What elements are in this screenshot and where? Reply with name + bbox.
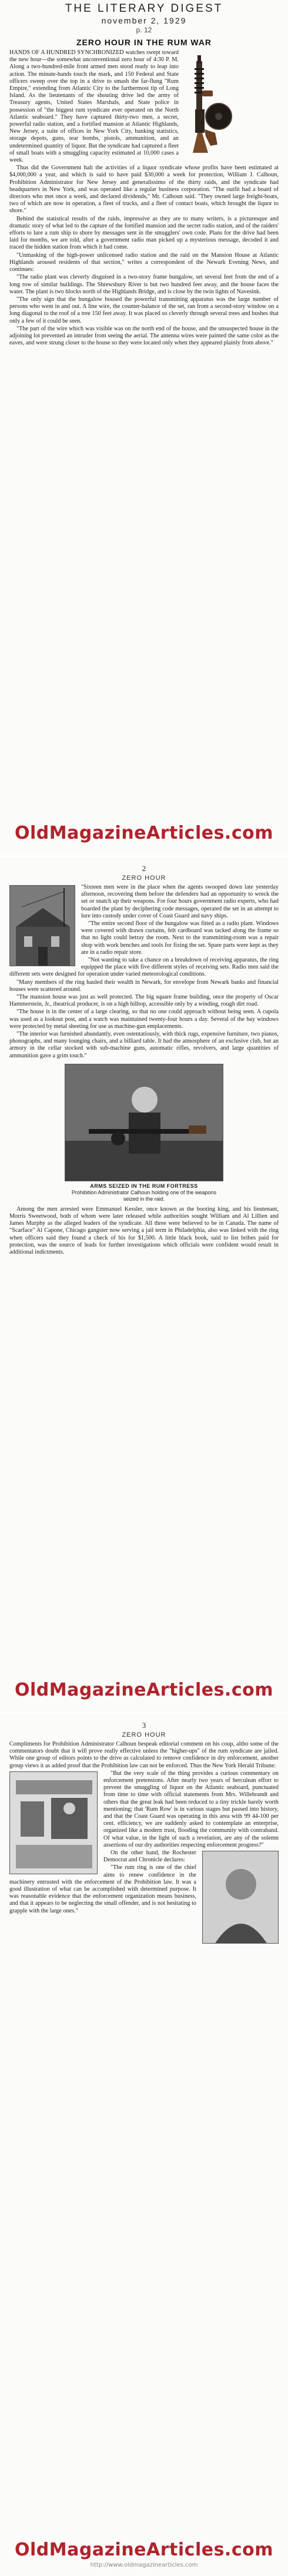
- running-head: ZERO HOUR: [122, 1731, 166, 1738]
- paragraph: Compliments for Prohibition Administrator Calhoun bespeak editorial comment on his coup, altho some of the commentators doubt that it will prove really effective unless the "higher-ups" of the rum syndicate are jailed. While one group of editors points to the drive as calculated to remove confidence in dry enforcement, another group views it as added proof that the Prohibition law can not be enforced. Thus the New York Herald Tribune:: [9, 1741, 279, 1769]
- cartoon-illustration: [9, 1771, 98, 1874]
- paragraph: On the other hand, the Rochester Democrat and Chronicle declares:: [103, 1850, 196, 1864]
- paragraph: "Unmasking of the high-power unlicensed radio station and the raid on the Mansion House at Atlantic Highlands aroused residents of that section," writes a correspondent of the Newark Evening News, and continues:: [9, 252, 279, 273]
- watermark-logo: OldMagazineArticles.com: [15, 1680, 273, 1700]
- paragraph: "The mansion house was just as well protected. The big square frame building, once the property of Oscar Hammerstein, Jr., theatrical producer, is on a high hilltop, accessible only by a winding, rough dirt road.: [9, 994, 279, 1008]
- radio-station-photo-block: [9, 885, 75, 966]
- masthead: [0, 0, 288, 34]
- page-marker: 3: [142, 1721, 146, 1730]
- paragraph: "The interior was furnished abundantly, even ostentatiously, with thick rugs, expensive furniture, two pianos, phonographs, and many lounging chairs, and a billiard table. It had the atmosphere of an exclusive club, but an armory in the cellar stocked with sub-machine guns, automatic rifles, revolvers, and large quantities of ammunition gave a grim touch.": [9, 1031, 279, 1059]
- paragraph: Behind the statistical results of the raids, impressive as they are to many writers, is a picturesque and dramatic story of what led to the capture of the fortified mansion and the secret radio station, and of the raiders' efforts to lure a rum ship to shore by messages sent in the smugglers' own code. Plans for the drive had been laid for months, we are told, after a government radio man picked up a mysterious message, decoded it and traced the hidden station from which it had come.: [9, 215, 279, 251]
- radio-station-photo: [9, 885, 75, 966]
- paragraph: "The radio plant was cleverly disguised in a two-story frame bungalow, set several feet from the end of a long row of similar buildings. The Shrewsbury River is but two hundred feet away, and the house faces the water. The plant is two blocks north of the Highlands Bridge, and is close by the twin lights of Navesink.: [9, 274, 279, 295]
- article-page-2: [0, 857, 288, 1712]
- caption-title: ARMS SEIZED IN THE RUM FORTRESS: [90, 1183, 198, 1189]
- photo-caption: [65, 1183, 223, 1202]
- article-page-3: [0, 1714, 288, 2576]
- paragraph: "The part of the wire which was visible was on the north end of the house, and the unsuspected house in the adjoining lot prevented an intruder from seeing the aerial. The antenna wires were painted the same color as the eaves, and were strung closer to the house so they were located only when they appeared plainly from above.": [9, 325, 279, 347]
- article-page-1: [0, 0, 288, 855]
- article-body-2: [0, 884, 288, 1256]
- tommy-gun-illustration: [185, 51, 279, 154]
- paragraph: "The only sign that the bungalow housed the powerful transmitting apparatus was the large number of persons who went in and out. A line wire, the counter-balance of the set, ran from a second-story window on a long diagonal to the roof of a tree 150 feet away. It was placed so cleverly through several trees and bushes that only a few of it could be seen.: [9, 296, 279, 324]
- watermark-logo: OldMagazineArticles.com: [15, 823, 273, 843]
- watermark-logo: OldMagazineArticles.com: [15, 2540, 273, 2560]
- article-body-3: [0, 1741, 288, 1946]
- running-head: ZERO HOUR: [122, 875, 166, 882]
- cartoon-block: [9, 1771, 98, 1874]
- paragraph: "But the very scale of the thing provides a curious commentary on enforcement pretensions. After nearly two years of herculean effort to prevent the smuggling of liquor on the Atlantic seaboard, punctuated from time to time with official statements from Mrs. Willebrandt and others that the great leak had been reduced to a tiny trickle barely worth mentioning; that 'Rum Row' is in various stages but passed into history, and that the Coast Guard was operating in this area with 99 44-100 per cent. efficiency, we are suddenly asked to contemplate an enterprise, organized like a modern trust, flooding the community with contraband. Of what value, in the light of such a revelation, are any of the solemn assertions of our dry authorities respecting enforcement progress?": [103, 1770, 279, 1848]
- paragraph: HANDS OF A HUNDRED SYNCHRONIZED watches swept toward the new hour—the somewhat unconventional zero hour of 4:30 P. M. Along a two-hundred-mile front armed men stood ready to leap into action. The minute-hands touch the mark, and 150 Federal and State officers sweep over the top in a drive to smash the far-flung "Rum Empire," extending from Atlantic City to the farthermost tip of Long Island. As the lieutenants of the shouting drive led the army of Treasury agents, United States Marshals, and State police in possession of "the biggest rum syndicate ever operated on the North Atlantic seaboard." They have captured thirty-two men, a secret, powerful radio station, and a fortified mansion at Atlantic Highlands, New Jersey, a suite of offices in New York City, banking statistics, storage depots, guns, tear bombs, pistols, ammunition, and an undetermined quantity of liquor. But the syndicate had captured a fleet of small boats with a smuggling capacity estimated at 10,000 cases a week.: [9, 49, 179, 164]
- paragraph: "The entire second floor of the bungalow was fitted as a radio plant. Windows were covered with drawn curtains, felt cardboard was tacked along the frame so that no light could betray the room. Next to the transmitting-room was a repair shop with work benches and tools for fixing the set. Spare parts were kept as they are in a radio repair store.: [81, 920, 279, 956]
- arms-photo-block: [65, 1064, 223, 1202]
- portrait-icon: [203, 1851, 279, 1944]
- paragraph: Thus did the Government halt the activities of a liquor syndicate whose profits have been estimated at $4,000,000 a year, and which is said to have paid $30,000 a week for protection, William J. Calhoun, Prohibition Administrator for New Jersey and generalissimo of the thirty raids, and the syndicate had headquarters in New York, and was operated like a regular business corporation. "The outfit had a board of directors who met once a week, and declared dividends," Mr. Calhoun said. "They owned large freight-boats, two of which are now in operation, a fleet of trucks, and a fleet of contact boats, which brought the liquor to shore.": [9, 165, 279, 215]
- page-marker: 2: [142, 864, 146, 873]
- portrait-photo: [202, 1851, 279, 1944]
- magazine-title: THE LITERARY DIGEST: [65, 2, 223, 15]
- article-body-1: [0, 49, 288, 347]
- caption-text: Prohibition Administrator Calhoun holding one of the weapons seized in the raid.: [71, 1189, 217, 1202]
- paragraph: "The rum ring is one of the chief aims to renew confidence in the machinery entrusted with the enforcement of the Prohibition law. It was a good illustration of what can be accomplished with determined purpose. It was reasonable evidence that the enforcement organization means business, and that it appears to be neglecting the small offender, and is not hesitating to grapple with the large ones.": [9, 1864, 196, 1914]
- watermark-url: http://www.oldmagazinearticles.com: [90, 2562, 198, 2568]
- cartoon-icon: [10, 1772, 98, 1874]
- gun-display-icon: [65, 1064, 223, 1181]
- portrait-block: [202, 1851, 279, 1944]
- paragraph: Among the men arrested were Emmanuel Kessler, once known as the booting king, and his lieutenant, Morris Sweetwood, both of whom were later released while authorities sought William and Al Lillien and James Murphy as the alleged leaders of the syndicate. All three were believed to be in Canada. The name of "Scarface" Al Capone, Chicago gangster now serving a jail term in Philadelphia, also was linked with the ring when officers said they found a check of his for $1,500. A little black book, said to list bribes paid for protection, was the source of leads for further investigations which officials were confident would result in additional indictments.: [9, 1205, 279, 1256]
- radio-mast-icon: [10, 886, 75, 966]
- paragraph: "The house is in the center of a large clearing, so that no one could approach without being seen. A cupola was used as a lookout post, and a watch was maintained twenty-four hours a day. Several of the bay windows were protected by metal sheeting for use as machine-gun emplacements.: [9, 1009, 279, 1030]
- paragraph: "Many members of the ring hauled their wealth in Newark, for envelope from Newark banks and financial houses were scattered around.: [9, 979, 279, 993]
- arms-seized-photo: [65, 1064, 223, 1181]
- article-headline: ZERO HOUR IN THE RUM WAR: [76, 38, 212, 47]
- tommy-gun-icon: [185, 51, 279, 154]
- issue-date: november 2, 1929: [101, 16, 187, 25]
- paragraph: "Sixteen men were in the place when the agents swooped down late yesterday afternoon, recovering them before the defenders had an opportunity to wreck the set or snatch up their weapons. For four hours government radio experts, who had boarded the plant by deciphering code messages, operated the set in an attempt to lure into custody under cover of Coast Guard and navy ships.: [81, 884, 279, 919]
- page-number: p. 12: [136, 26, 152, 34]
- paragraph: "Not wanting to take a chance on a breakdown of receiving apparatus, the ring equipped the place with five different styles of receiving sets. Radio men said the different sets were designed for operation under varied meteorological conditions.: [9, 957, 279, 978]
